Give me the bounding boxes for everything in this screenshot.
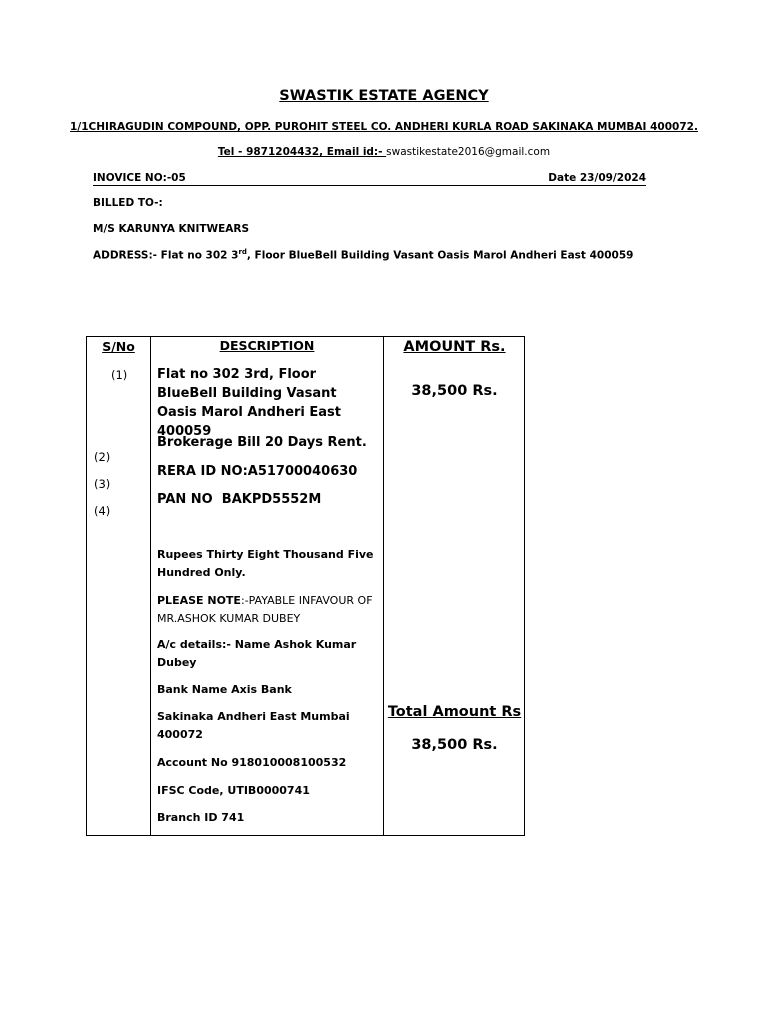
client-address-prefix: ADDRESS:- Flat no 302 3 [93, 249, 239, 262]
company-address: 1/1CHIRAGUDIN COMPOUND, OPP. PUROHIT STEEL CO. ANDHERI KURLA ROAD SAKINAKA MUMBAI 400072. [70, 121, 698, 133]
invoice-number: INOVICE NO:-05 [93, 172, 186, 184]
branch-address: Sakinaka Andheri East Mumbai 400072 [157, 710, 350, 741]
item-pan: PAN NO BAKPD5552M [157, 492, 322, 507]
column-divider [383, 337, 384, 835]
column-divider [150, 337, 151, 835]
invoice-table [86, 336, 525, 836]
amount-in-words: Rupees Thirty Eight Thousand Five Hundred Only. [157, 548, 374, 579]
header-description: DESCRIPTION [219, 338, 315, 353]
bank-name: Bank Name Axis Bank [157, 683, 292, 696]
total-amount-label: Total Amount Rs [387, 704, 522, 720]
company-name: SWASTIK ESTATE AGENCY [279, 88, 489, 104]
client-address-rest: , Floor BlueBell Building Vasant Oasis Marol Andheri East 400059 [246, 249, 634, 262]
item-brokerage: Brokerage Bill 20 Days Rent. [157, 435, 367, 450]
item-amount: 38,500 Rs. [411, 383, 498, 399]
client-address [93, 248, 633, 262]
contact-label: Tel - 9871204432, Email id:- [217, 146, 387, 158]
header-sno: S/No [102, 339, 135, 354]
company-contact [0, 146, 768, 158]
serial-number: (1) [111, 368, 128, 382]
contact-email: swastikestate2016@gmail.com [386, 146, 551, 158]
invoice-underline [93, 185, 646, 186]
client-name: M/S KARUNYA KNITWEARS [93, 223, 250, 235]
total-amount-value: 38,500 Rs. [411, 737, 498, 753]
serial-number: (4) [94, 504, 111, 518]
serial-number: (2) [94, 450, 111, 464]
note-label: PLEASE NOTE [157, 594, 241, 607]
billed-to-label: BILLED TO-: [93, 197, 163, 209]
account-details: A/c details:- Name Ashok Kumar Dubey [157, 638, 357, 669]
branch-id: Branch ID 741 [157, 811, 245, 824]
invoice-date: Date 23/09/2024 [548, 172, 646, 184]
header-amount: AMOUNT Rs. [403, 339, 506, 355]
payment-note [157, 592, 379, 627]
ifsc-code: IFSC Code, UTIB0000741 [157, 784, 310, 797]
serial-number: (3) [94, 477, 111, 491]
account-number: Account No 918010008100532 [157, 756, 347, 769]
client-address-sup: rd [238, 248, 247, 256]
item-property: Flat no 302 3rd, Floor BlueBell Building Vasant Oasis Marol Andheri East 400059 [157, 367, 342, 439]
invoice-row [93, 172, 646, 186]
note-text: :-PAYABLE INFAVOUR OF MR.ASHOK KUMAR DUBEY [157, 594, 373, 625]
item-rera: RERA ID NO:A51700040630 [157, 464, 358, 479]
